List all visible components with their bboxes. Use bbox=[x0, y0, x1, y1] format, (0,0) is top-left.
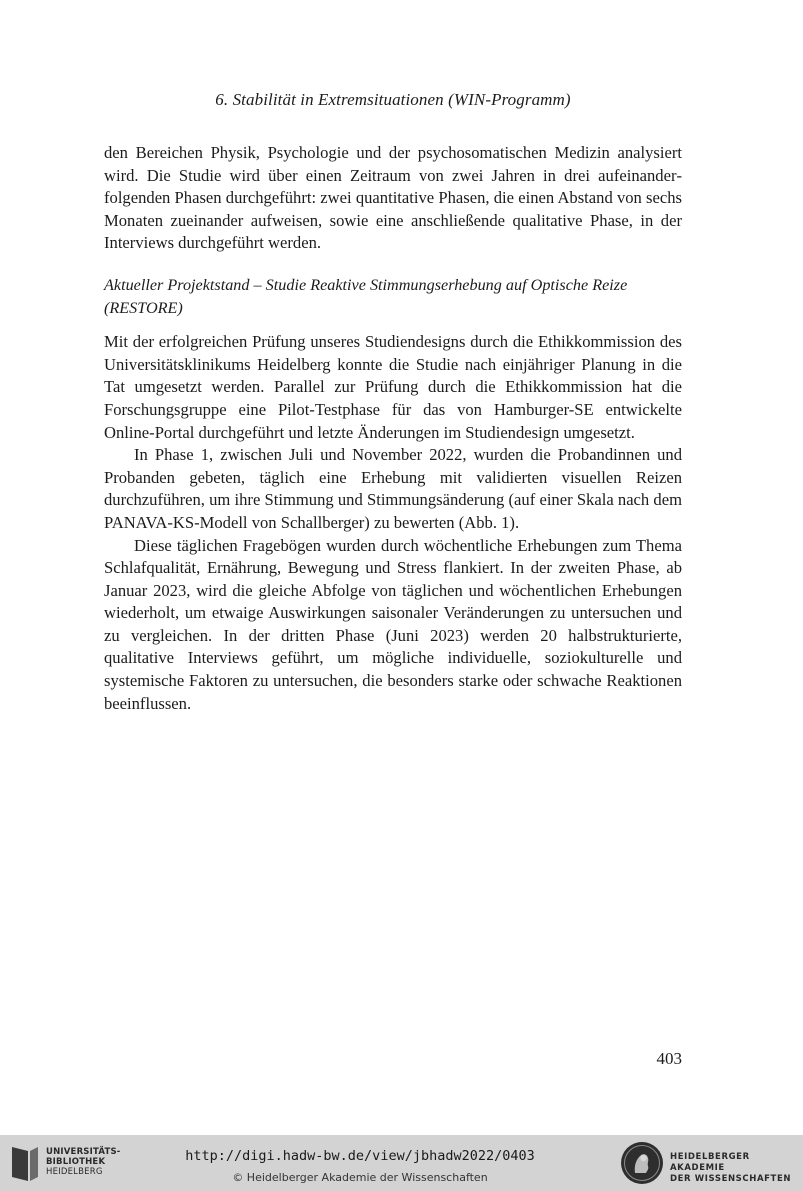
copyright-notice: © Heidelberger Akademie der Wissenschaften bbox=[232, 1171, 488, 1184]
page-number: 403 bbox=[656, 1049, 682, 1068]
footer-bar bbox=[0, 1135, 803, 1191]
paragraph-phase-1: In Phase 1, zwischen Juli und November 2022, wurden die Probandinnen und Probanden gebeten, täglich eine Erhebung mit validierten visuellen Reizen durchzuführen, um ihre Stimmung und Stimmungsänderung (auf einer Skala nach dem PANAVA-KS-Modell von Schallberger) zu bewerten (Abb. 1). bbox=[104, 445, 682, 532]
academy-seal-icon bbox=[619, 1140, 665, 1186]
body-text bbox=[104, 142, 682, 715]
permalink-url[interactable]: http://digi.hadw-bw.de/view/jbhadw2022/0403 bbox=[185, 1148, 535, 1164]
academy-label: HEIDELBERGER AKADEMIE DER WISSENSCHAFTEN bbox=[670, 1152, 792, 1184]
university-library-label: UNIVERSITÄTS- BIBLIOTHEK HEIDELBERG bbox=[46, 1147, 121, 1177]
university-library-logo-icon bbox=[8, 1143, 42, 1183]
paragraph-phases-2-3: Diese täglichen Fragebögen wurden durch wöchentliche Erhebungen zum Thema Schlafqualität, Ernährung, Bewegung und Stress flankiert. In der zweiten Phase, ab Januar 2023, wird die gleiche Abfolge von täglichen und wöchentlichen Erhebungen wiederholt, um etwaige Auswirkungen saisonaler Veränderungen zu untersuchen und zu vergleichen. In der dritten Phase (Juni 2023) werden 20 halbstrukturierte, qualitative Interviews geführt, um mögliche individuelle, soziokulturelle und systemische Faktoren zu untersuchen, die besonders starke oder schwache Reaktionen beeinflussen. bbox=[104, 535, 682, 713]
paragraph-continuation: den Bereichen Physik, Psychologie und der psychosomatischen Medizin analysiert wird. Die Studie wird über einen Zeitraum von zwei Jahren in drei aufeinanderfolgenden Phasen durchgeführt: zwei quantitative Phasen, die einen Abstand von sechs Monaten zueinander aufweisen, sowie eine anschließende qualitative Phase, in der Interviews durchgeführt werden. bbox=[104, 143, 682, 253]
section-subheading: Aktueller Projektstand – Studie Reaktive Stimmungserhebung auf Optische Reize (RESTORE) bbox=[104, 275, 628, 317]
paragraph-ethics-approval: Mit der erfolgreichen Prüfung unseres Studiendesigns durch die Ethikkommission des Universitätsklinikums Heidelberg konnte die Studie nach einjähriger Planung in die Tat umgesetzt werden. Parallel zur Prüfung durch die Ethikkommission hat die Forschungsgruppe eine Pilot-Testphase für das von Hamburger-SE entwickelte Online-Portal durchgeführt und letzte Änderungen im Studiendesign umgesetzt. bbox=[104, 332, 682, 442]
running-head: 6. Stabilität in Extremsituationen (WIN-Programm) bbox=[215, 90, 571, 109]
